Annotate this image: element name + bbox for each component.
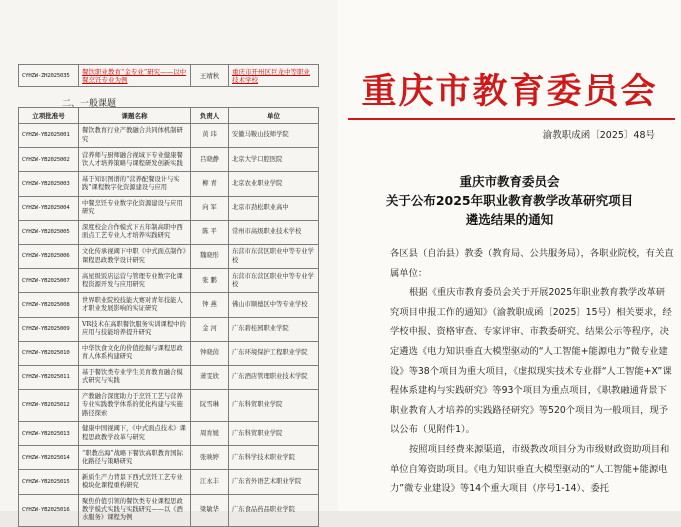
issuer-header: 重庆市教育委员会	[361, 71, 658, 112]
project-id: CYHZW-YB2025015	[19, 470, 79, 494]
project-title: 世界职业院校技能大赛对青年技能人才职业发展影响的实证研究	[79, 293, 191, 317]
project-id: CYHZW-YB2025009	[19, 317, 79, 341]
project-title: 文化传承视阈下中职《中式面点制作》课程思政教学设计研究	[79, 244, 191, 268]
table-row	[19, 124, 319, 148]
project-person: 金 河	[191, 317, 229, 341]
table-row	[19, 220, 319, 244]
project-title: 基于知识图谱的“营养配餐设计与实践”课程数字化资源建设与应用	[79, 172, 191, 196]
table-page	[0, 0, 338, 522]
table-row	[19, 470, 319, 494]
project-title: 深度校企合作模式下五年制高职中西面点工艺专业人才培养实践研究	[79, 220, 191, 244]
project-id: CYHZW-YB2025013	[19, 422, 79, 446]
project-person: 魏晓彤	[191, 244, 229, 268]
project-person: 王靖秋	[191, 65, 229, 87]
project-unit: 广东科贸职业学院	[229, 390, 319, 422]
project-id: CYHZW-YB2025004	[19, 196, 79, 220]
project-unit: 佛山市顺德区中等专业学校	[229, 293, 319, 317]
header-title: 课题名称	[79, 108, 191, 124]
project-unit: 东营市东营区职业中等专业学校	[229, 244, 319, 268]
project-unit: 广东食品药品职业学院	[229, 494, 319, 526]
salutation: 各区县（自治县）教委（教育局、公共服务局），各职业院校，有关直属单位：	[390, 248, 674, 279]
table-row	[19, 196, 319, 220]
project-title: 中华饮食文化的价值挖掘与课程思政育人体系构建研究	[79, 341, 191, 365]
project-person: 江永丰	[191, 470, 229, 494]
document-number: 渝教职成函〔2025〕48号	[542, 130, 655, 141]
project-title: 基于餐饮类专业学生美育教育融合模式研究与实践	[79, 365, 191, 389]
header-person: 负责人	[191, 108, 229, 124]
project-title: VR技术在高职餐饮服务实训课程中的应用与技能培养提升研究	[79, 317, 191, 341]
project-unit: 重庆市开州区巨龙中等职业技术学校	[229, 65, 319, 87]
project-person: 梁敏华	[191, 494, 229, 526]
project-id: CYHZW-YB2025001	[19, 124, 79, 148]
notice-title-line-3: 遴选结果的通知	[465, 212, 554, 227]
table-row	[19, 446, 319, 470]
table-row	[19, 422, 319, 446]
project-person: 钟晓茵	[191, 341, 229, 365]
project-person: 吕晓静	[191, 148, 229, 172]
project-title: 聚焦价值引领的餐饮类专业课程思政教学模式实践与实践研究——以《酒水服务》课程为例	[79, 494, 191, 526]
table-row	[19, 390, 319, 422]
table-row	[19, 317, 319, 341]
project-unit: 安徽马鞍山技师学院	[229, 124, 319, 148]
project-unit: 广东环境保护工程职业学院	[229, 341, 319, 365]
project-title: 营养师与厨师融合视域下专业健康餐饮人才培养策略与课程研发创新实践	[79, 148, 191, 172]
project-person: 钟 燕	[191, 293, 229, 317]
project-unit: 广东碧桂园职业学院	[229, 317, 319, 341]
project-title: 产教融合深度助力于烹饪工艺与营养专业实践教学体系的优化构建与实施路径探索	[79, 390, 191, 422]
project-person: 向 军	[191, 196, 229, 220]
project-person: 黄 玮	[191, 124, 229, 148]
project-unit: 北京农业职业学院	[229, 172, 319, 196]
project-id: CYHZW-YB2025006	[19, 244, 79, 268]
project-title: 餐饮教育行业产教融合共同体机制研究	[79, 124, 191, 148]
project-person: 张映婷	[191, 446, 229, 470]
project-id: CYHZW-YB2025010	[19, 341, 79, 365]
project-id: CYHZW-YB2025012	[19, 390, 79, 422]
table-row	[19, 365, 319, 389]
project-id: CYHZW-YB2025008	[19, 293, 79, 317]
body-paragraph: 根据《重庆市教育委员会关于开展2025年职业教育教学改革研究项目申报工作的通知》（渝教职成函〔2025〕15号）相关要求，经学校申报、资格审查、专家评审、市教委研究、结果公示等程序，决定遴选《电力知识垂直大模型驱动的“人工智能+能源电力”微专业建设》等38个项目为重大项目，《虚拟现实技术专业群“人工智能+X”课程体系建构与实践研究》等93个项目为重点项目，《职教融通背景下职业教育人才培养的实践路径研究》等520个项目为一般项目，现予以公布（见附件1）。	[390, 287, 672, 436]
project-unit: 东营市东营区职业中等专业学校	[229, 269, 319, 293]
table-row	[19, 65, 319, 87]
project-unit: 广东酒店管理职业技术学院	[229, 365, 319, 389]
table-row	[19, 293, 319, 317]
table-row	[19, 494, 319, 526]
table-row	[19, 269, 319, 293]
red-divider	[348, 118, 675, 120]
project-unit: 北京市劲松职业高中	[229, 196, 319, 220]
header-unit: 单位	[229, 108, 319, 124]
general-projects-table	[18, 107, 319, 527]
project-unit: 北京大学口腔医院	[229, 148, 319, 172]
table-row	[19, 172, 319, 196]
project-id: CYHZW-YB2025002	[19, 148, 79, 172]
table-row	[19, 148, 319, 172]
project-title: 中餐烹饪专业数字化资源建设与应用研究	[79, 196, 191, 220]
table-row	[19, 341, 319, 365]
project-unit: 广东省外语艺术职业学院	[229, 470, 319, 494]
project-person: 陈 平	[191, 220, 229, 244]
header-id: 立项批准号	[19, 108, 79, 124]
project-id: CYHZW-ZH2025035	[19, 65, 79, 87]
project-id: CYHZW-YB2025016	[19, 494, 79, 526]
notice-title-line-1: 重庆市教育委员会	[459, 174, 560, 189]
notice-body	[390, 244, 674, 499]
project-person: 萧雯欣	[191, 365, 229, 389]
project-title: 健康中国视阈下，《中式面点技术》课程思政教学改革与研究	[79, 422, 191, 446]
project-id: CYHZW-YB2025005	[19, 220, 79, 244]
body-paragraph: 按照项目经费来源渠道，市级教改项目分为市级财政资助项目和单位自筹资助项目。《电力知识垂直大模型驱动的“人工智能+能源电力”微专业建设》等14个重大项目（序号1-14）、委托	[390, 443, 670, 495]
project-unit: 广东科贸职业学院	[229, 422, 319, 446]
project-unit: 常州市高级职业技术学校	[229, 220, 319, 244]
table-header-row	[19, 108, 319, 124]
project-title: 新质生产力背景下西式烹饪工艺专业模块化课程重构研究	[79, 470, 191, 494]
project-title: 餐饮职业教育“金专业”研究——以中餐烹饪专业为例	[79, 65, 191, 87]
project-person: 周育媛	[191, 422, 229, 446]
project-id: CYHZW-YB2025007	[19, 269, 79, 293]
section-heading: 二、一般课题	[62, 99, 117, 109]
project-person: 阮雪琳	[191, 390, 229, 422]
project-person: 柳 青	[191, 172, 229, 196]
table-row	[19, 244, 319, 268]
project-title: 高星级饭店运营与管理专业数字化课程资源开发与应用研究	[79, 269, 191, 293]
prior-section-table	[18, 64, 319, 87]
project-unit: 广东科学技术职业学院	[229, 446, 319, 470]
notice-page	[338, 0, 681, 511]
project-id: CYHZW-YB2025014	[19, 446, 79, 470]
notice-title-line-2: 关于公布2025年职业教育教学改革研究项目	[385, 193, 634, 208]
project-id: CYHZW-YB2025003	[19, 172, 79, 196]
project-person: 张 鹏	[191, 269, 229, 293]
project-id: CYHZW-YB2025011	[19, 365, 79, 389]
project-title: “职教出海”战略下餐饮高职教育国际化路径与策略研究	[79, 446, 191, 470]
